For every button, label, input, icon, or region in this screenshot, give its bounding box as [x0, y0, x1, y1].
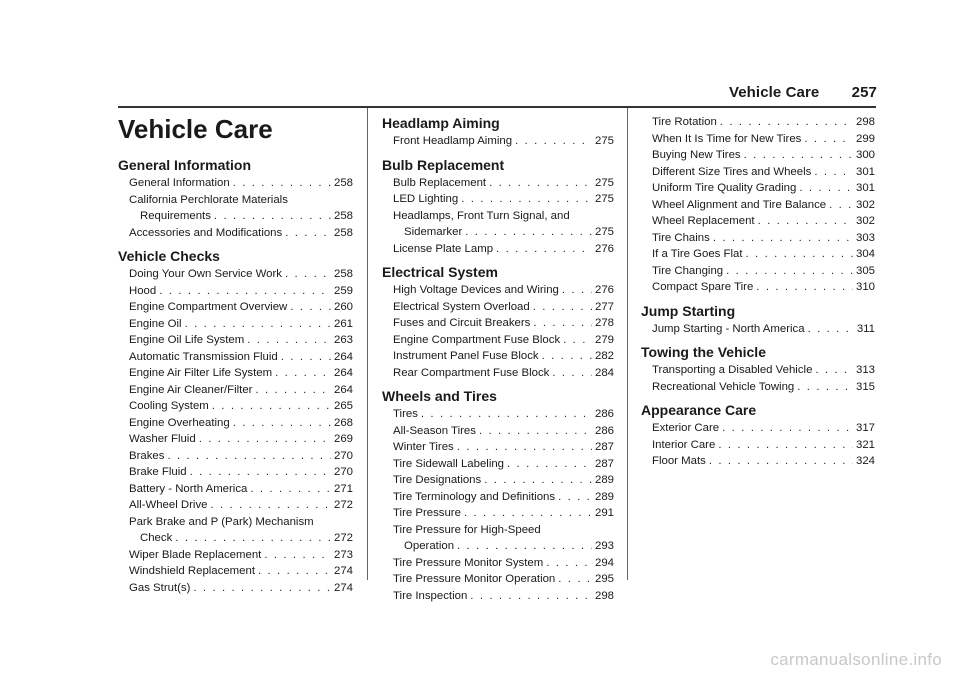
toc-section [641, 302, 875, 338]
toc-entry[interactable] [641, 197, 875, 214]
toc-entry[interactable] [118, 365, 353, 382]
toc-entry[interactable] [382, 423, 614, 440]
chapter-title: Vehicle Care [118, 114, 273, 144]
toc-entry-label: Engine Compartment Fuse Block [393, 333, 561, 346]
toc-entry-label: Tire Inspection [393, 589, 468, 602]
dot-leader [496, 241, 592, 258]
toc-entry-page: 284 [594, 366, 614, 379]
toc-entry-page: 275 [594, 226, 614, 238]
section-title: Headlamp Aiming [382, 115, 500, 131]
toc-entry-page: 287 [594, 457, 614, 470]
dot-leader [563, 332, 592, 349]
toc-entry-page: 258 [333, 210, 353, 222]
toc-entry-label: Tires [393, 408, 418, 420]
toc-entry-page: 291 [594, 507, 614, 519]
toc-entry-page: 264 [333, 383, 353, 396]
toc-entry[interactable] [641, 437, 875, 454]
toc-entry[interactable] [118, 415, 353, 432]
toc-entry[interactable] [382, 456, 614, 473]
toc-entry-page: 294 [594, 556, 614, 569]
toc-entry-page: 263 [333, 334, 353, 346]
toc-entry-page: 298 [855, 116, 875, 128]
toc-entry-label: All-Wheel Drive [129, 499, 208, 511]
toc-entry-label: High Voltage Devices and Wiring [393, 284, 559, 296]
toc-entry-label: Rear Compartment Fuse Block [393, 366, 550, 379]
toc-entry-label: Washer Fluid [129, 433, 196, 445]
toc-entry-label: Bulb Replacement [393, 176, 487, 189]
dot-leader [285, 225, 331, 242]
toc-entry-page: 268 [333, 416, 353, 429]
dot-leader [722, 420, 853, 437]
toc-entry-label: Interior Care [652, 438, 716, 451]
toc-entry[interactable] [118, 349, 353, 366]
toc-entry-label: Requirements [140, 210, 211, 222]
toc-entry-label: Tire Designations [393, 474, 482, 486]
toc-entry[interactable] [382, 224, 614, 241]
section-title: Wheels and Tires [382, 388, 497, 404]
dot-leader [720, 114, 853, 131]
toc-entry[interactable] [641, 114, 875, 131]
toc-entry-label: Check [140, 532, 173, 544]
toc-entry[interactable] [118, 316, 353, 333]
toc-entry-page: 278 [594, 317, 614, 329]
toc-entry-label: Brakes [129, 449, 165, 462]
toc-entry[interactable] [641, 131, 875, 148]
dot-leader [558, 489, 592, 506]
toc-entry-page: 275 [594, 135, 614, 147]
toc-entry-page: 272 [333, 532, 353, 544]
toc-entry-page: 258 [333, 226, 353, 239]
toc-entry-label: Tire Pressure Monitor Operation [393, 573, 556, 585]
watermark: carmanualsonline.info [770, 650, 942, 669]
toc-entry[interactable] [382, 365, 614, 382]
dot-leader [190, 464, 331, 481]
section-title: Jump Starting [641, 302, 736, 319]
toc-entry[interactable] [382, 332, 614, 349]
dot-leader [814, 164, 853, 181]
toc-entry-page: 289 [594, 474, 614, 486]
toc-entry[interactable] [382, 282, 614, 299]
toc-entry-label: All-Season Tires [393, 424, 476, 437]
toc-entry[interactable] [118, 398, 353, 415]
toc-entry[interactable] [641, 180, 875, 197]
dot-leader [457, 538, 592, 555]
dot-leader [465, 224, 592, 241]
toc-entry-page: 282 [594, 350, 614, 362]
toc-entry-page: 272 [333, 499, 353, 511]
toc-entry-label: Accessories and Modifications [129, 226, 283, 239]
dot-leader [507, 456, 592, 473]
toc-entry-label: Engine Air Cleaner/Filter [129, 383, 253, 396]
dot-leader [457, 439, 592, 456]
toc-entry-page: 303 [855, 231, 875, 244]
dot-leader [713, 230, 853, 247]
toc-entry-label: If a Tire Goes Flat [652, 248, 743, 260]
toc-entry-page: 304 [855, 248, 875, 260]
dot-leader [175, 530, 331, 547]
toc-section [118, 156, 353, 241]
toc-entry-label: Jump Starting - North America [652, 322, 805, 335]
toc-entry-label: Operation [404, 540, 455, 552]
toc-entry-page: 321 [855, 438, 875, 451]
toc-entry[interactable] [382, 489, 614, 506]
dot-leader [159, 283, 331, 300]
toc-entry-page: 261 [333, 317, 353, 330]
toc-entry[interactable] [118, 382, 353, 399]
toc-entry-label: Wheel Replacement [652, 215, 755, 227]
toc-entry[interactable] [641, 230, 875, 247]
dot-leader [255, 382, 331, 399]
toc-entry-label: Recreational Vehicle Towing [652, 380, 795, 393]
toc-entry-label: Engine Oil [129, 317, 182, 330]
dot-leader [815, 362, 853, 379]
toc-entry-page: 301 [855, 182, 875, 194]
toc-entry-label: Exterior Care [652, 422, 720, 434]
toc-entry-page: 274 [333, 581, 353, 594]
toc-entry[interactable] [118, 563, 353, 580]
toc-section [382, 156, 614, 258]
toc-entry[interactable] [382, 348, 614, 365]
toc-entry-label: Gas Strut(s) [129, 581, 191, 594]
dot-leader [808, 321, 854, 338]
toc-entry-page: 310 [855, 281, 875, 293]
toc-entry-page: 295 [594, 573, 614, 585]
toc-entry[interactable] [641, 321, 875, 338]
toc-entry[interactable] [641, 164, 875, 181]
toc-entry-label: Engine Compartment Overview [129, 301, 288, 313]
toc-entry[interactable] [641, 420, 875, 437]
toc-entry-page: 311 [856, 322, 875, 335]
toc-entry[interactable] [118, 448, 353, 465]
toc-entry[interactable] [118, 283, 353, 300]
toc-entry[interactable] [118, 464, 353, 481]
toc-entry-page: 279 [594, 333, 614, 346]
toc-section [118, 247, 353, 596]
dot-leader [210, 497, 331, 514]
toc-entry[interactable] [382, 538, 614, 555]
toc-entry-label: Tire Terminology and Definitions [393, 490, 556, 503]
toc-entry[interactable] [118, 192, 353, 209]
dot-leader [233, 175, 331, 192]
toc-entry-page: 277 [594, 300, 614, 313]
section-title: Towing the Vehicle [641, 344, 766, 360]
toc-entry-page: 274 [333, 565, 353, 577]
dot-leader [829, 197, 853, 214]
toc-entry[interactable] [118, 514, 353, 531]
toc-entry[interactable] [382, 133, 614, 150]
toc-entry[interactable] [118, 225, 353, 242]
toc-column-2 [382, 108, 614, 604]
toc-entry[interactable] [382, 505, 614, 522]
dot-leader [193, 580, 331, 597]
toc-entry-page: 287 [594, 441, 614, 453]
toc-entry-label: Headlamps, Front Turn Signal, and [393, 209, 570, 222]
dot-leader [799, 180, 853, 197]
toc-section [641, 401, 875, 470]
column-divider [367, 108, 368, 580]
toc-entry[interactable] [382, 208, 614, 225]
toc-entry-page: 264 [333, 367, 353, 379]
toc-entry-label: Instrument Panel Fuse Block [393, 350, 539, 362]
dot-leader [533, 299, 592, 316]
toc-entry-label: Engine Overheating [129, 416, 230, 429]
toc-entry[interactable] [118, 580, 353, 597]
toc-entry-page: 273 [333, 548, 353, 561]
toc-entry-label: Buying New Tires [652, 149, 741, 161]
dot-leader [558, 571, 592, 588]
toc-entry-label: Front Headlamp Aiming [393, 135, 513, 147]
toc-entry[interactable] [382, 439, 614, 456]
toc-entry-label: Electrical System Overload [393, 300, 530, 313]
dot-leader [718, 437, 853, 454]
toc-entry[interactable] [641, 279, 875, 296]
dot-leader [275, 365, 331, 382]
toc-entry-page: 313 [855, 364, 875, 376]
toc-entry-label: Cooling System [129, 400, 209, 412]
page-header [729, 84, 877, 101]
dot-leader [285, 266, 331, 283]
dot-leader [726, 263, 853, 280]
toc-entry[interactable] [118, 266, 353, 283]
toc-entry[interactable] [382, 571, 614, 588]
toc-entry-page: 293 [594, 540, 614, 552]
toc-entry[interactable] [118, 431, 353, 448]
toc-entry[interactable] [118, 299, 353, 316]
toc-entry-label: Tire Chains [652, 231, 710, 244]
dot-leader [484, 472, 592, 489]
toc-entry-label: California Perchlorate Materials [129, 193, 288, 206]
dot-leader [797, 379, 853, 396]
section-title: Appearance Care [641, 402, 757, 418]
toc-entry[interactable] [382, 175, 614, 192]
toc-entry-label: Tire Changing [652, 264, 724, 277]
dot-leader [804, 131, 853, 148]
dot-leader [214, 208, 331, 225]
toc-entry-label: Doing Your Own Service Work [129, 268, 282, 280]
toc-entry-page: 275 [594, 193, 614, 205]
toc-section [382, 114, 614, 150]
toc-entry[interactable] [382, 241, 614, 258]
dot-leader [461, 191, 592, 208]
toc-entry-page: 298 [594, 589, 614, 602]
toc-entry-label: Automatic Transmission Fluid [129, 350, 278, 363]
toc-entry[interactable] [118, 332, 353, 349]
dot-leader [546, 555, 592, 572]
toc-section [641, 114, 875, 296]
toc-entry-label: General Information [129, 177, 230, 189]
column-divider [627, 108, 628, 580]
toc-entry-page: 276 [594, 284, 614, 296]
toc-entry-page: 302 [855, 215, 875, 227]
dot-leader [489, 175, 592, 192]
dot-leader [709, 453, 853, 470]
toc-entry[interactable] [382, 472, 614, 489]
toc-entry[interactable] [118, 175, 353, 192]
toc-entry-label: Floor Mats [652, 455, 706, 467]
toc-section [641, 343, 875, 395]
toc-entry-page: 269 [333, 433, 353, 445]
dot-leader [185, 316, 331, 333]
toc-entry-label: Hood [129, 284, 157, 297]
toc-entry-label: Wheel Alignment and Tire Balance [652, 198, 827, 211]
toc-entry-label: Battery - North America [129, 482, 248, 495]
dot-leader [470, 588, 592, 605]
section-title: Electrical System [382, 264, 498, 280]
section-title: General Information [118, 157, 252, 173]
page-number: 257 [851, 84, 877, 101]
dot-leader [281, 349, 331, 366]
toc-entry-page: 289 [594, 490, 614, 503]
toc-section [382, 263, 614, 381]
toc-entry[interactable] [382, 522, 614, 539]
toc-entry-label: Winter Tires [393, 441, 454, 453]
toc-entry-page: 300 [855, 149, 875, 161]
toc-entry-page: 299 [855, 132, 875, 145]
toc-entry-page: 324 [855, 455, 875, 467]
toc-entry-label: Tire Pressure Monitor System [393, 556, 544, 569]
dot-leader [758, 213, 853, 230]
toc-entry[interactable] [641, 213, 875, 230]
dot-leader [258, 563, 331, 580]
toc-entry[interactable] [641, 263, 875, 280]
dot-leader [233, 415, 331, 432]
dot-leader [479, 423, 592, 440]
toc-entry-label: Windshield Replacement [129, 565, 255, 577]
toc-entry[interactable] [382, 315, 614, 332]
toc-entry[interactable] [382, 555, 614, 572]
toc-entry-label: License Plate Lamp [393, 242, 494, 255]
dot-leader [264, 547, 331, 564]
dot-leader [515, 133, 592, 150]
dot-leader [542, 348, 592, 365]
toc-entry-page: 264 [333, 350, 353, 363]
dot-leader [167, 448, 331, 465]
toc-entry-page: 258 [333, 268, 353, 280]
dot-leader [464, 505, 592, 522]
section-title: Bulb Replacement [382, 156, 505, 173]
toc-entry-page: 275 [594, 176, 614, 189]
toc-entry[interactable] [382, 191, 614, 208]
toc-entry-label: Tire Pressure for High-Speed [393, 523, 541, 536]
dot-leader [250, 481, 331, 498]
toc-entry-page: 276 [594, 242, 614, 255]
section-title: Vehicle Checks [118, 248, 220, 264]
toc-entry-page: 259 [333, 284, 353, 297]
toc-entry-page: 260 [333, 301, 353, 313]
toc-entry[interactable] [641, 453, 875, 470]
toc-entry-page: 305 [855, 264, 875, 277]
dot-leader [199, 431, 331, 448]
toc-entry-page: 270 [333, 466, 353, 478]
toc-entry-page: 315 [855, 380, 875, 393]
toc-entry-page: 302 [855, 198, 875, 211]
toc-entry-label: Fuses and Circuit Breakers [393, 317, 531, 329]
toc-entry-label: LED Lighting [393, 193, 459, 205]
toc-entry[interactable] [118, 530, 353, 547]
header-title: Vehicle Care [728, 84, 820, 101]
toc-entry-label: Brake Fluid [129, 466, 187, 478]
toc-entry-label: Uniform Tire Quality Grading [652, 182, 797, 194]
toc-entry[interactable] [641, 246, 875, 263]
toc-entry[interactable] [641, 147, 875, 164]
dot-leader [290, 299, 331, 316]
toc-entry[interactable] [118, 497, 353, 514]
dot-leader [212, 398, 331, 415]
toc-entry-label: Wiper Blade Replacement [129, 548, 262, 561]
toc-entry[interactable] [382, 299, 614, 316]
toc-entry-page: 301 [855, 165, 875, 178]
toc-entry-label: Tire Rotation [652, 116, 717, 128]
toc-entry-label: Engine Air Filter Life System [129, 367, 273, 379]
toc-entry-page: 317 [855, 422, 875, 434]
toc-entry[interactable] [382, 406, 614, 423]
toc-entry-label: When It Is Time for New Tires [652, 132, 802, 145]
toc-entry-label: Tire Sidewall Labeling [393, 457, 505, 470]
toc-entry-page: 258 [333, 177, 353, 189]
dot-leader [552, 365, 592, 382]
toc-entry[interactable] [382, 588, 614, 605]
toc-entry-page: 286 [594, 424, 614, 437]
toc-column-3 [641, 108, 875, 470]
toc-entry-page: 271 [333, 482, 353, 495]
toc-entry-label: Tire Pressure [393, 507, 461, 519]
dot-leader [756, 279, 853, 296]
toc-entry[interactable] [641, 362, 875, 379]
toc-entry-page: 270 [333, 449, 353, 462]
toc-entry-label: Engine Oil Life System [129, 334, 245, 346]
toc-entry-label: Park Brake and P (Park) Mechanism [129, 515, 314, 528]
toc-entry-label: Different Size Tires and Wheels [652, 165, 812, 178]
dot-leader [746, 246, 853, 263]
dot-leader [562, 282, 592, 299]
toc-entry-label: Sidemarker [404, 226, 463, 238]
toc-entry-page: 286 [594, 408, 614, 420]
dot-leader [744, 147, 853, 164]
dot-leader [421, 406, 592, 423]
toc-entry[interactable] [118, 547, 353, 564]
toc-section [382, 387, 614, 604]
dot-leader [247, 332, 331, 349]
toc-entry-label: Compact Spare Tire [652, 281, 754, 293]
toc-entry-label: Transporting a Disabled Vehicle [652, 364, 813, 376]
toc-entry-page: 265 [333, 400, 353, 412]
toc-entry[interactable] [641, 379, 875, 396]
toc-column-1 [118, 108, 353, 596]
toc-entry[interactable] [118, 208, 353, 225]
toc-entry[interactable] [118, 481, 353, 498]
dot-leader [533, 315, 592, 332]
